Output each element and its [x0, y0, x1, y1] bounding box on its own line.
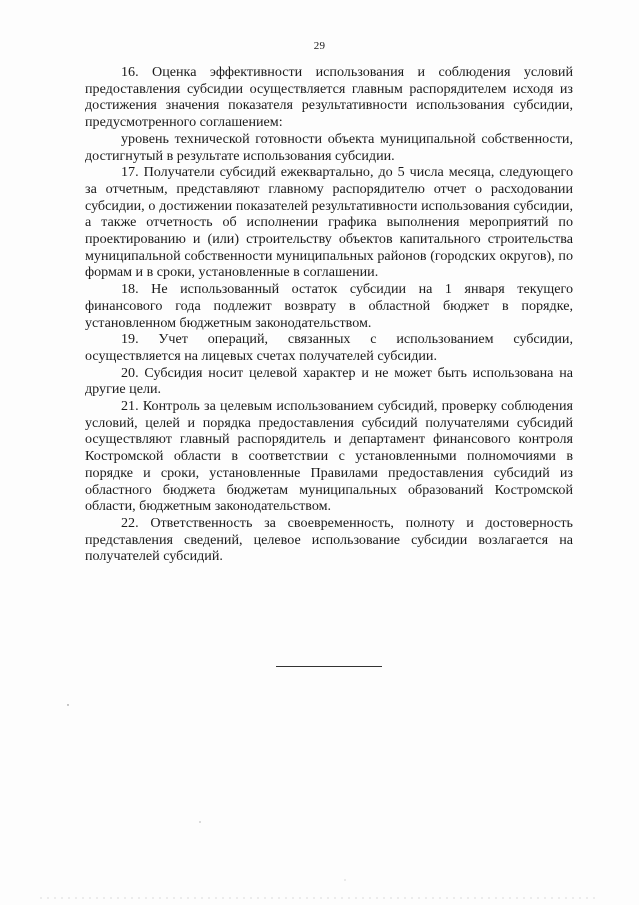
paragraph-22: 22. Ответственность за своевременность, полноту и достоверность представления сведений, целевое использование субсидии возлагается на получателей субсидий. — [85, 514, 573, 565]
paragraph-19: 19. Учет операций, связанных с использованием субсидии, осуществляется на лицевых счетах получателей субсидии. — [85, 331, 573, 364]
paragraph-20: 20. Субсидия носит целевой характер и не может быть использована на другие цели. — [85, 364, 573, 398]
page-number: 29 — [313, 40, 326, 52]
paragraph-21: 21. Контроль за целевым использованием субсидий, проверку соблюдения условий, целей и порядка предоставления субсидий получателями субсидий осуществляют главный распорядитель и департамент финансового контроля Костромской области в соответствии с установленными полномочиями в порядке и сроки, установленные Правилами предоставления субсидий из областного бюджета бюджетам муниципальных образований Костромской области, бюджетным законодательством. — [85, 398, 573, 515]
paragraph-18: 18. Не использованный остаток субсидии на 1 января текущего финансового года подлежит возврату в областной бюджет в порядке, установленном бюджетным законодательством. — [85, 281, 573, 331]
document-body — [85, 64, 573, 565]
paragraph-16: 16. Оценка эффективности использования и соблюдения условий предоставления субсидии осуществляется главным распорядителем исходя из достижения значения показателя результативности использования субсидии, предусмотренного соглашением: — [85, 64, 573, 131]
paragraph-16-indicator: уровень технической готовности объекта муниципальной собственности, достигнутый в результате использования субсидии. — [85, 130, 573, 164]
end-separator-line — [276, 666, 382, 667]
paragraph-17: 17. Получатели субсидий ежеквартально, до 5 числа месяца, следующего за отчетным, представляют главному распорядителю отчет о расходовании субсидии, о достижении показателей результативности использования субсидии, а также отчетность об исполнении графика выполнения мероприятий по проектированию и (или) строительству объектов капитального строительства муниципальной собственности муниципальных районов (городских округов), по формам и в сроки, установленные в соглашении. — [85, 164, 573, 281]
